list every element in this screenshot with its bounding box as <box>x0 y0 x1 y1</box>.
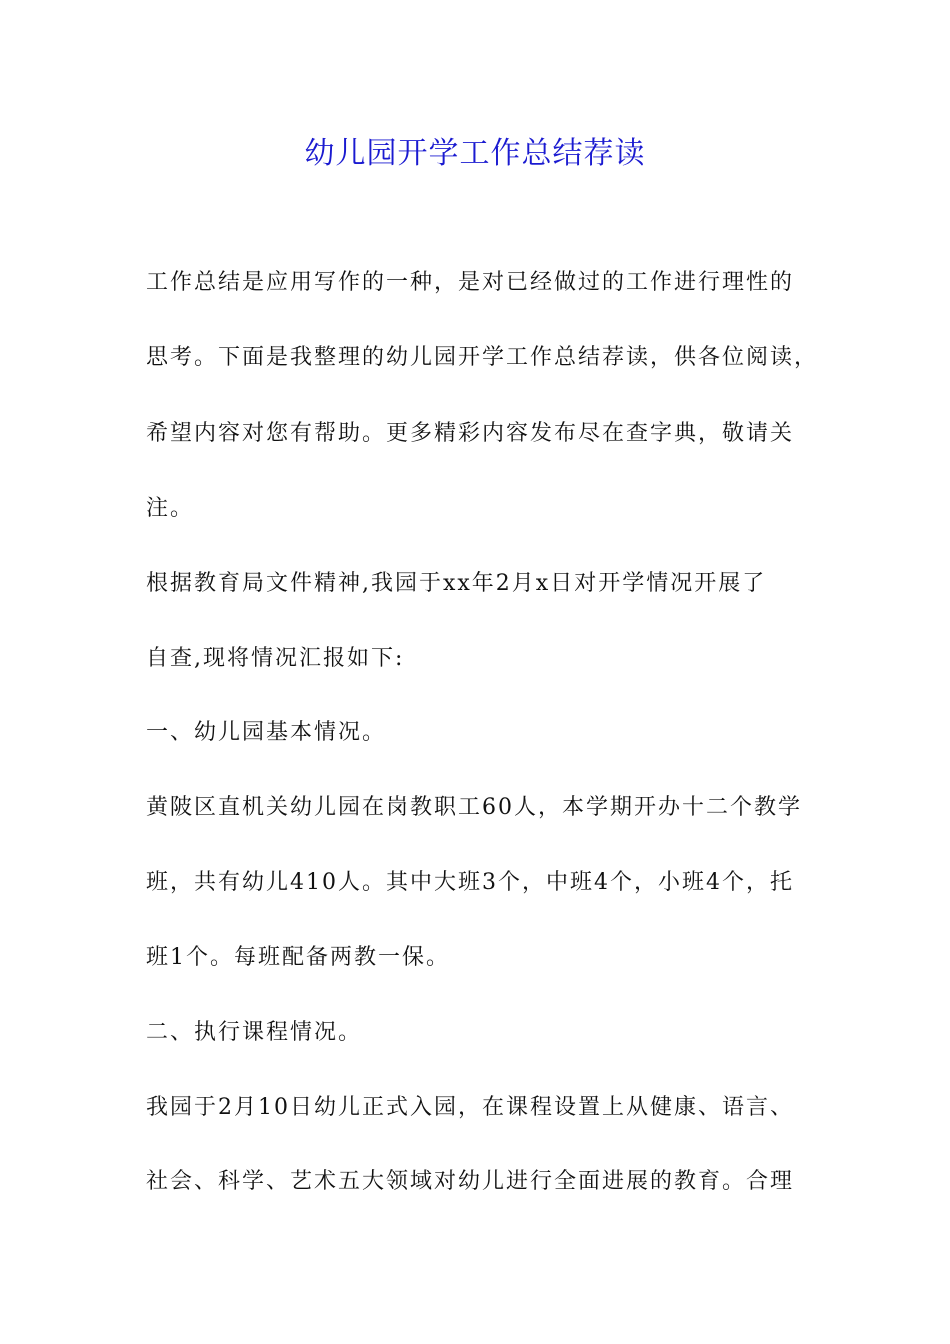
paragraph-line: 思考。下面是我整理的幼儿园开学工作总结荐读，供各位阅读， <box>146 345 819 370</box>
paragraph-line: 注。 <box>146 496 195 521</box>
section-heading: 一、幼儿园基本情况。 <box>146 720 387 745</box>
section-heading: 二、执行课程情况。 <box>146 1020 363 1045</box>
paragraph-line: 希望内容对您有帮助。更多精彩内容发布尽在查字典，敬请关 <box>146 421 795 446</box>
paragraph-line: 工作总结是应用写作的一种，是对已经做过的工作进行理性的 <box>146 270 795 295</box>
paragraph-line: 黄陂区直机关幼儿园在岗教职工60人，本学期开办十二个教学 <box>146 795 802 820</box>
paragraph-line: 我园于2月10日幼儿正式入园，在课程设置上从健康、语言、 <box>146 1095 794 1120</box>
paragraph-line: 班，共有幼儿410人。其中大班3个，中班4个，小班4个，托 <box>146 870 794 895</box>
paragraph-line: 根据教育局文件精神,我园于xx年2月x日对开学情况开展了 <box>146 571 767 596</box>
paragraph-line: 社会、科学、艺术五大领域对幼儿进行全面进展的教育。合理 <box>146 1169 795 1194</box>
paragraph-line: 自查,现将情况汇报如下: <box>146 646 405 671</box>
paragraph-line: 班1个。每班配备两教一保。 <box>146 945 450 970</box>
document-title: 幼儿园开学工作总结荐读 <box>304 136 646 171</box>
